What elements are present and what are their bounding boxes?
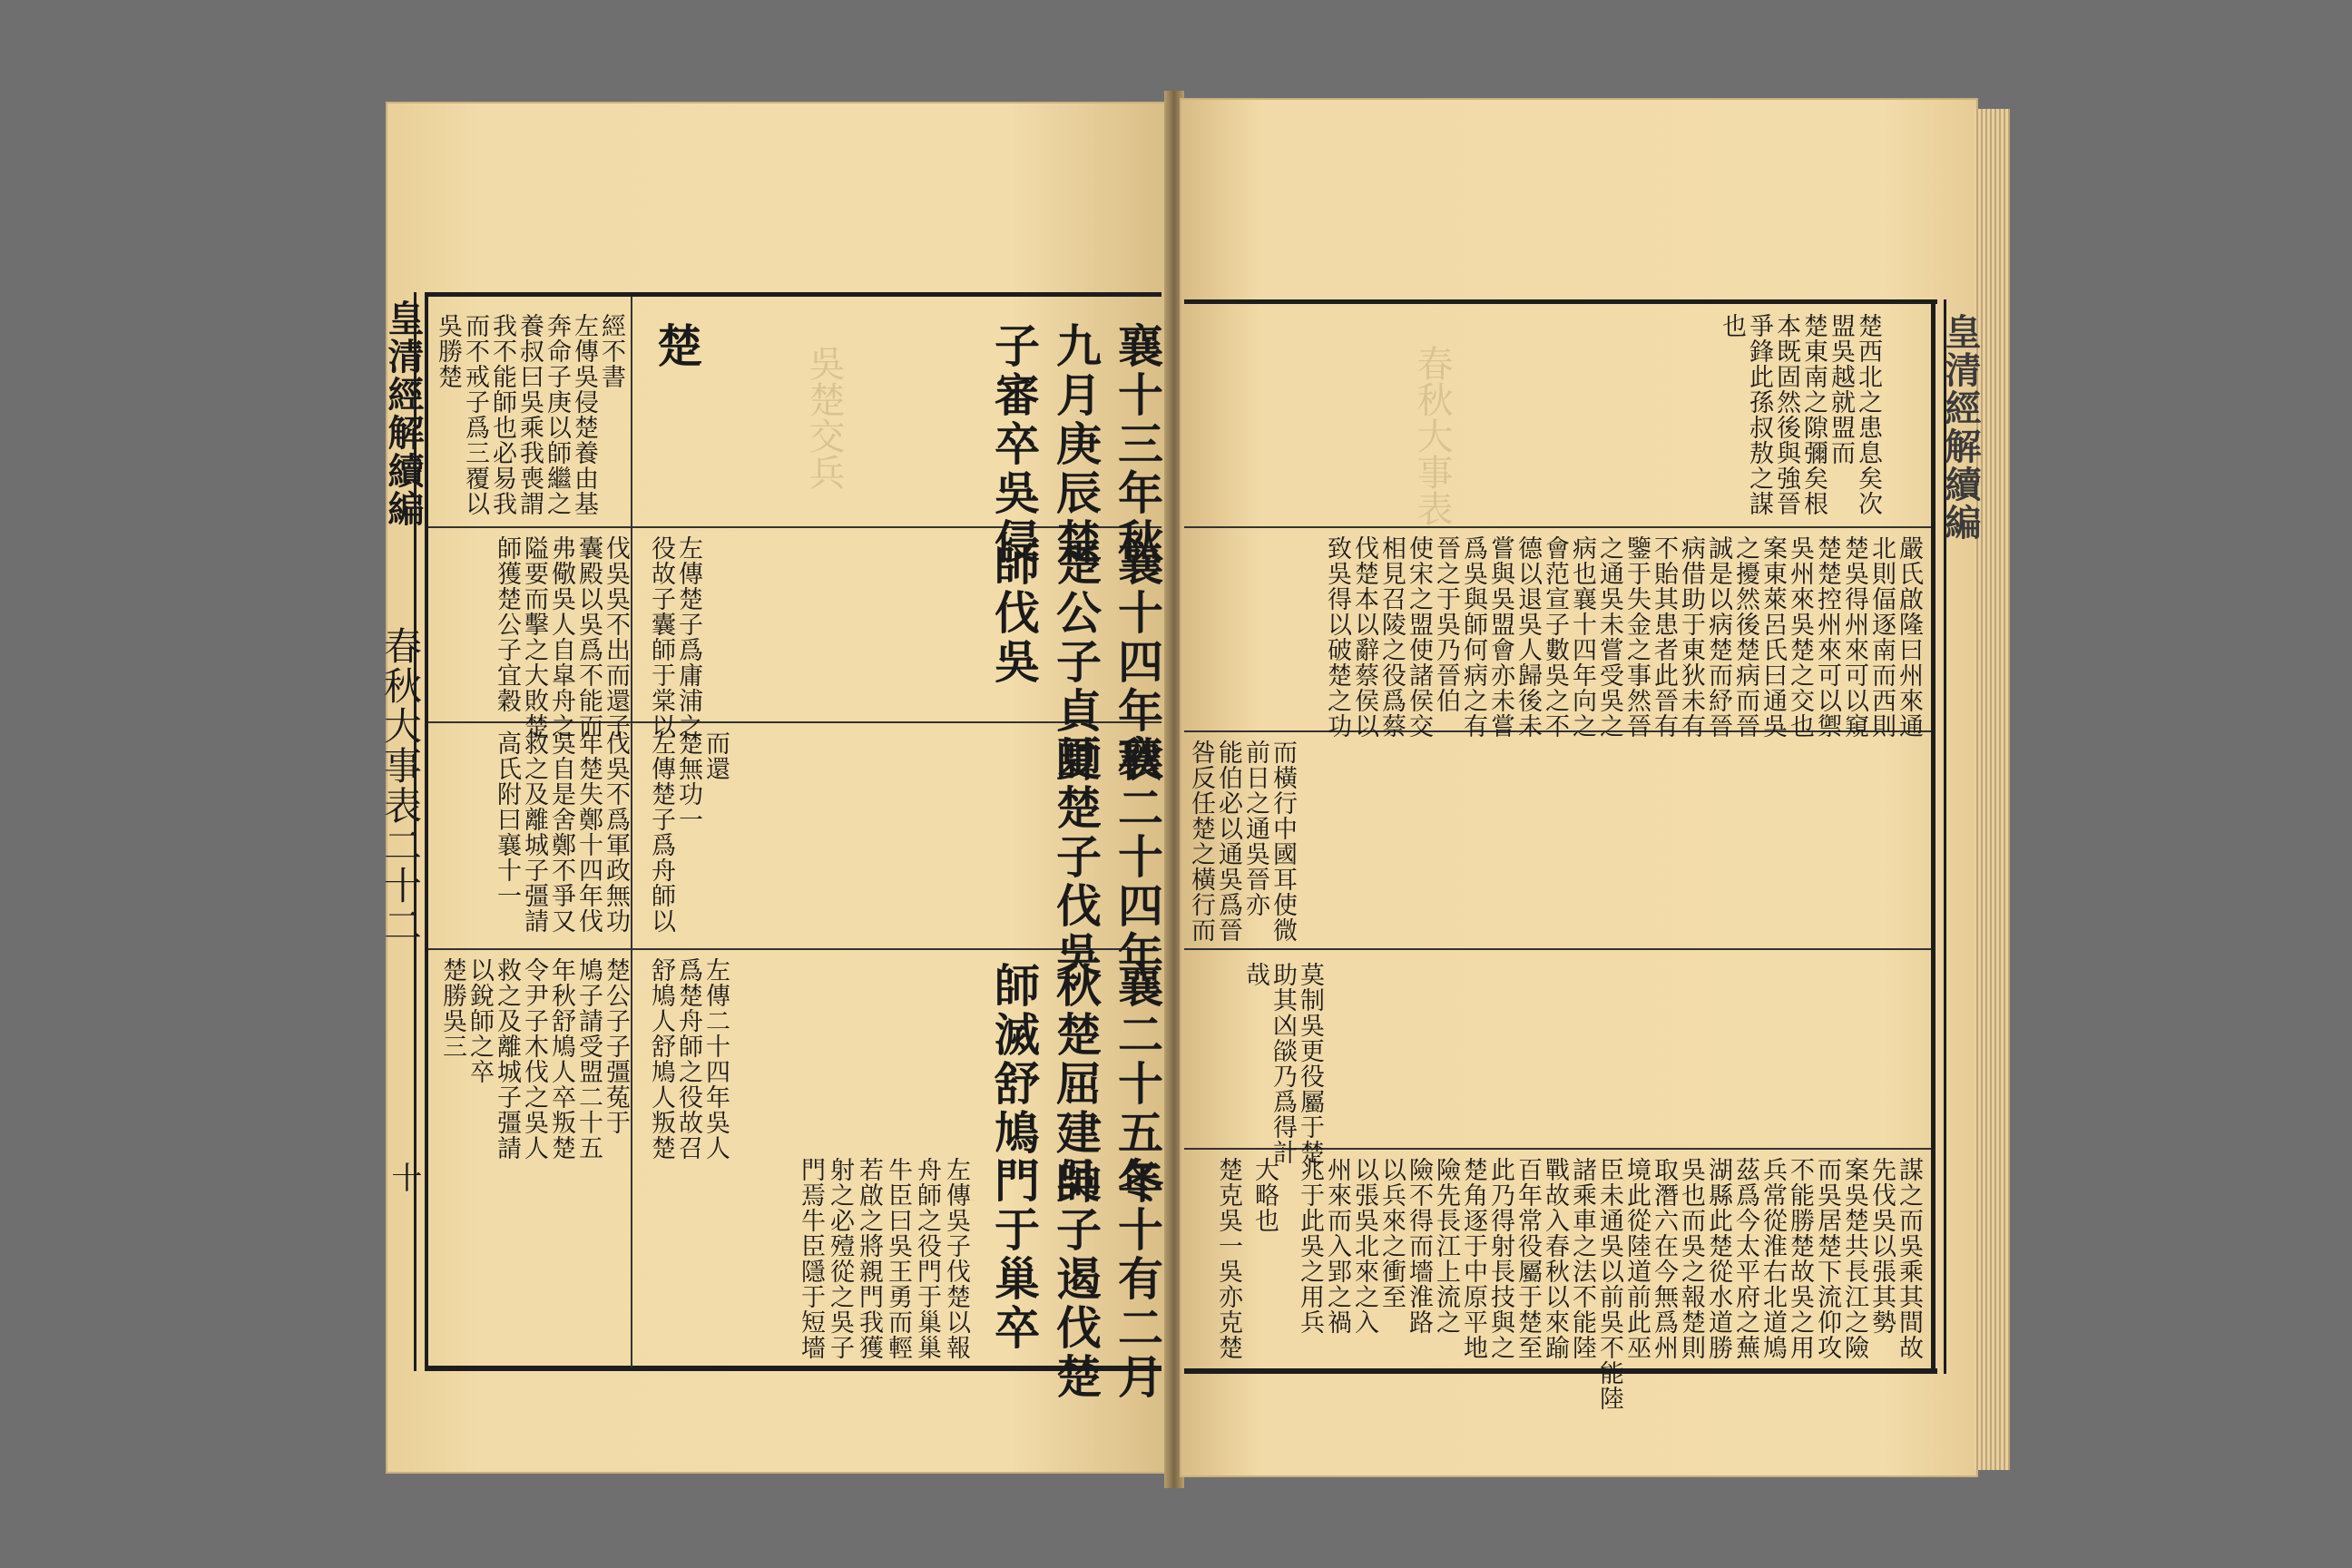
right-outer-rule [1931, 299, 1936, 1374]
main-col-2: 襄十四年秋 [1111, 540, 1164, 785]
r-low-11: 境此從陸道前此巫 [1622, 1157, 1651, 1360]
r-upper-3: 本既固然後與強晉 [1772, 313, 1800, 516]
note-mid-3: 伐吳吳不出而還子 [602, 535, 630, 739]
r-mid-17: 爲吳與師何病之有 [1459, 535, 1487, 739]
r-low-12: 臣未通吳以前吳不能陸 [1595, 1157, 1623, 1411]
second-col-3: 夏楚子伐吳 [1049, 735, 1102, 980]
r-mid-3: 楚吳得州來可以窺 [1840, 535, 1868, 739]
r-low-8: 湖縣此楚從水道勝 [1704, 1157, 1732, 1360]
third-col-3: 師滅舒鳩 [987, 962, 1041, 1158]
note-low-6: 吳自是舍鄭不爭又 [547, 730, 575, 934]
note-top-5: 我不能師也必易我 [488, 313, 516, 516]
r-low-7: 茲爲今太平府之蕪 [1731, 1157, 1759, 1360]
r-upper-1: 也 [1718, 313, 1746, 338]
note-bottom-1: 左傳二十四年吳人 [701, 957, 730, 1161]
note-top-6: 而不戒子爲三覆以 [461, 313, 489, 516]
main-col-1: 襄十三年秋 [1111, 322, 1164, 567]
note-low-5: 年楚失鄭十四年伐 [574, 730, 603, 934]
note-low-1: 而還 [701, 730, 730, 781]
note-last-4: 若啟之將親門我獲 [855, 1157, 883, 1360]
r-mid-22: 致吳得以破楚之功 [1323, 535, 1351, 739]
r-upper-5: 盟吳越就盟而 [1827, 313, 1855, 466]
r-low-14: 戰故入春秋以來踰 [1541, 1157, 1569, 1360]
note-top-2: 左傳吳侵楚養由基 [570, 313, 598, 516]
note-last-5: 射之必殪從之吳子 [826, 1157, 854, 1360]
r-mid-20: 相見召陵之役爲蔡 [1377, 535, 1406, 739]
right-row-divider-1 [1184, 526, 1931, 528]
right-bottom-rule [1184, 1368, 1937, 1374]
r-mid-14: 會范宣子數吳之不 [1541, 535, 1569, 739]
margin-section: 春秋大事表二十二 [378, 626, 423, 946]
bleed-through-text: 春秋大事表 [1411, 345, 1453, 526]
second-col-5: 吳子遏伐楚 [1049, 1157, 1102, 1402]
main-col-4: 襄二十五年 [1111, 962, 1164, 1207]
third-col-1: 子審卒吳侵 [987, 322, 1041, 567]
note-bottom-6: 年秋舒鳩人卒叛楚 [547, 957, 575, 1161]
note-top-4: 養叔曰吳乘我喪謂 [515, 313, 544, 516]
r-low-4: 而吳居楚下流仰攻 [1813, 1157, 1841, 1360]
r-mid-11: 鑒于失金之事然晉 [1622, 535, 1651, 739]
r-low-21: 以張吳北來之入 [1350, 1157, 1378, 1335]
leaf-number: 十 [386, 1161, 422, 1194]
r-mid-7: 之擾然後楚病而晉 [1731, 535, 1759, 739]
note-last-6: 門焉牛臣隱于短墻 [797, 1157, 825, 1360]
note-mid-6: 隘要而擊之大敗楚 [520, 535, 548, 739]
r-low-20: 以兵來之衝至 [1377, 1157, 1406, 1309]
r-mid-13: 病也襄十四年向之 [1568, 535, 1596, 739]
note-low-3: 左傳楚子爲舟師以 [647, 730, 675, 934]
note-bottom-10: 楚勝吳三 [438, 957, 466, 1059]
right-row-divider-3 [1184, 948, 1931, 950]
note-last-1: 左傳吳子伐楚以報 [942, 1157, 970, 1360]
third-col-4: 門于巢卒 [987, 1157, 1041, 1353]
r-left-note-4: 咎反任楚之橫行而 [1187, 740, 1215, 943]
note-low-4: 伐吳不爲軍政無功 [602, 730, 630, 934]
r-low-13: 諸乘車之法不能陸 [1568, 1157, 1596, 1360]
r-foot-2: 楚克吳一吳亦克楚 [1214, 1157, 1242, 1360]
note-mid-7: 師獲楚公子宜穀 [493, 535, 521, 713]
note-top-7: 吳勝楚 [434, 313, 462, 389]
r-mid-8: 誠是以病楚而紓晉 [1704, 535, 1732, 739]
r-mid-2: 北則偪逐南而西則 [1867, 535, 1896, 739]
main-col-5: 冬十有二月 [1111, 1157, 1164, 1402]
note-mid-5: 弗儆吳人自皐舟之 [547, 535, 575, 739]
main-col-3: 襄二十四年 [1111, 735, 1164, 980]
r-low-23: 兆于此吳之用兵 [1296, 1157, 1324, 1335]
left-outer-rule [425, 292, 428, 1371]
r-left-note-5: 莫制吳更役屬于楚 [1296, 962, 1324, 1165]
r-low-5: 不能勝楚故吳之用 [1786, 1157, 1814, 1360]
note-bottom-5: 鳩子請受盟二十五 [574, 957, 603, 1161]
note-bottom-2: 爲楚舟師之役故召 [674, 957, 702, 1161]
note-bottom-8: 救之及離城子彊請 [493, 957, 521, 1161]
margin-title: 皇清經解續編 [382, 299, 425, 528]
r-upper-6: 楚西北之患息矣次 [1854, 313, 1882, 516]
note-bottom-3: 舒鳩人舒鳩人叛楚 [647, 957, 675, 1161]
r-low-2: 先伐吳以張其勢 [1867, 1157, 1896, 1335]
r-left-note-2: 前日之通吳晉亦 [1241, 740, 1269, 917]
r-mid-19: 使宋之盟使諸侯交 [1405, 535, 1433, 739]
r-low-10: 取潛六在今無爲州 [1650, 1157, 1678, 1360]
r-mid-21: 伐楚本以辭蔡侯以 [1350, 535, 1378, 739]
r-low-19: 險不得而墻淮路 [1405, 1157, 1433, 1335]
r-low-17: 楚角逐于中原平地 [1459, 1157, 1487, 1360]
note-low-2: 楚無功一 [674, 730, 702, 832]
right-top-rule [1184, 299, 1937, 304]
r-low-6: 兵常從淮右北道鳩 [1759, 1157, 1787, 1360]
r-left-note-6: 助其凶燄乃爲得計 [1269, 962, 1297, 1165]
r-mid-5: 吳州來吳楚之交也 [1786, 535, 1814, 739]
r-left-note-1: 而橫行中國耳使微 [1269, 740, 1297, 943]
r-mid-10: 不貽其患者此晉有 [1650, 535, 1678, 739]
r-mid-1: 嚴氏啟隆曰州來通 [1895, 535, 1923, 739]
left-top-rule [425, 292, 1161, 297]
second-col-1: 九月庚辰楚 [1049, 322, 1102, 567]
r-low-15: 百年常役屬于楚至 [1514, 1157, 1542, 1360]
r-upper-4: 楚東南之隙彌矣根 [1799, 313, 1828, 516]
section-heading: 楚 [650, 322, 703, 371]
note-mid-4: 囊殿以吳爲不能而 [574, 535, 603, 739]
r-mid-9: 病借助于東狄未有 [1677, 535, 1705, 739]
r-mid-15: 德以退吳人歸後未 [1514, 535, 1542, 739]
note-low-8: 高氏附曰襄十一 [493, 730, 521, 908]
note-last-3: 牛臣曰吳王勇而輕 [884, 1157, 912, 1360]
r-mid-16: 嘗與吳盟會亦未嘗 [1486, 535, 1514, 739]
r-left-note-3: 能伯必以通吳爲晉 [1214, 740, 1242, 943]
left-column-divider [631, 297, 632, 1367]
right-margin-title: 皇清經解續編 [1939, 313, 1982, 542]
note-low-7: 救之及離城子彊請 [520, 730, 548, 934]
r-low-1: 謀之而吳乘其間故 [1895, 1157, 1923, 1360]
third-col-2: 師伐吳 [987, 540, 1041, 687]
r-low-9: 吳也而吳之報楚則 [1677, 1157, 1705, 1360]
r-low-18: 險先長江上流之 [1432, 1157, 1460, 1335]
note-bottom-9: 以銳師之卒 [466, 957, 494, 1084]
note-top-1: 經不書 [597, 313, 625, 389]
bleed-through-text-2: 吳楚交兵 [803, 345, 845, 490]
r-low-3: 案吳楚共長江之險 [1840, 1157, 1868, 1360]
second-col-4: 秋楚屈建帥 [1049, 962, 1102, 1207]
r-mid-18: 晉之于吳乃晉伯 [1432, 535, 1460, 713]
note-top-3: 奔命子庚以師繼之 [543, 313, 571, 516]
note-bottom-7: 令尹子木伐之吳人 [520, 957, 548, 1161]
r-left-note-7: 哉 [1241, 962, 1269, 987]
r-foot-1: 大略也 [1250, 1157, 1279, 1233]
r-low-22: 州來而入郢之禍 [1323, 1157, 1351, 1335]
note-mid-1: 左傳楚子爲庸浦之 [674, 535, 702, 739]
note-last-2: 舟師之役門于巢巢 [913, 1157, 941, 1360]
r-low-16: 此乃得射長技與之 [1486, 1157, 1514, 1360]
note-bottom-4: 楚公子子彊菟于 [602, 957, 630, 1135]
r-upper-2: 爭鋒此孫叔敖之謀 [1745, 313, 1773, 516]
note-mid-2: 役故子囊師于棠以 [647, 535, 675, 739]
r-mid-4: 楚楚控州來可以禦 [1813, 535, 1841, 739]
r-mid-12: 之通吳未嘗受吳之 [1595, 535, 1623, 739]
second-col-2: 楚公子貞帥 [1049, 540, 1102, 785]
r-mid-6: 案東萊呂氏曰通吳 [1759, 535, 1787, 739]
